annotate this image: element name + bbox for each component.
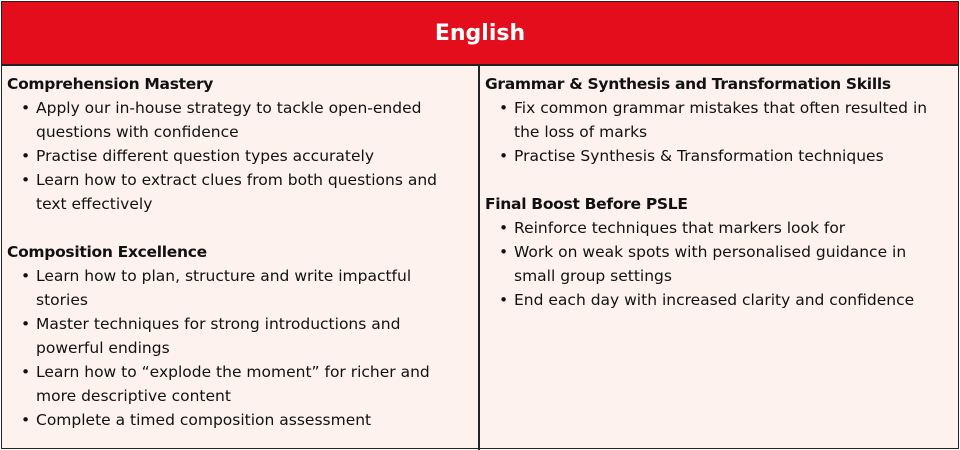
subject-title: English — [434, 20, 526, 46]
section-comprehension — [7, 72, 474, 216]
list-item-text: Reinforce techniques that markers look for — [514, 219, 846, 237]
left-column — [2, 66, 480, 450]
bullet-list — [7, 96, 474, 216]
list-item-text: Learn how to extract clues from both questions and text effectively — [36, 171, 438, 213]
list-item-text: Fix common grammar mistakes that often resulted in the loss of marks — [514, 99, 928, 141]
content-columns — [2, 66, 958, 450]
section-final-boost — [485, 192, 954, 312]
bullet-icon: • — [499, 219, 509, 237]
bullet-icon: • — [21, 267, 31, 285]
bullet-icon: • — [21, 315, 31, 333]
bullet-icon: • — [499, 291, 509, 309]
subject-table — [1, 1, 959, 449]
list-item-text: Learn how to plan, structure and write impactful stories — [36, 267, 412, 309]
bullet-icon: • — [21, 363, 31, 381]
section-title: Composition Excellence — [7, 243, 207, 261]
list-item-text: Learn how to “explode the moment” for richer and more descriptive content — [36, 363, 430, 405]
list-item — [7, 168, 474, 216]
bullet-list — [485, 216, 954, 312]
bullet-icon: • — [21, 171, 31, 189]
list-item — [7, 408, 474, 432]
list-item-text: Complete a timed composition assessment — [36, 411, 372, 429]
list-item — [485, 240, 954, 288]
bullet-list — [485, 96, 954, 168]
bullet-icon: • — [21, 147, 31, 165]
subject-header — [2, 2, 958, 66]
list-item — [7, 96, 474, 144]
list-item-text: End each day with increased clarity and confidence — [514, 291, 915, 309]
section-title: Comprehension Mastery — [7, 75, 214, 93]
list-item — [7, 264, 474, 312]
list-item-text: Practise different question types accurately — [36, 147, 374, 165]
list-item-text: Apply our in-house strategy to tackle open-ended questions with confidence — [36, 99, 422, 141]
section-composition — [7, 240, 474, 432]
section-title: Final Boost Before PSLE — [485, 195, 688, 213]
list-item — [7, 144, 474, 168]
bullet-icon: • — [499, 147, 509, 165]
bullet-icon: • — [21, 99, 31, 117]
list-item-text: Work on weak spots with personalised guidance in small group settings — [514, 243, 907, 285]
section-title: Grammar & Synthesis and Transformation Skills — [485, 75, 891, 93]
list-item-text: Practise Synthesis & Transformation techniques — [514, 147, 884, 165]
list-item — [485, 96, 954, 144]
list-item — [485, 216, 954, 240]
right-column — [480, 66, 958, 450]
list-item-text: Master techniques for strong introductions and powerful endings — [36, 315, 401, 357]
list-item — [485, 288, 954, 312]
list-item — [7, 360, 474, 408]
list-item — [7, 312, 474, 360]
list-item — [485, 144, 954, 168]
bullet-icon: • — [499, 243, 509, 261]
bullet-list — [7, 264, 474, 432]
bullet-icon: • — [499, 99, 509, 117]
bullet-icon: • — [21, 411, 31, 429]
section-grammar — [485, 72, 954, 168]
